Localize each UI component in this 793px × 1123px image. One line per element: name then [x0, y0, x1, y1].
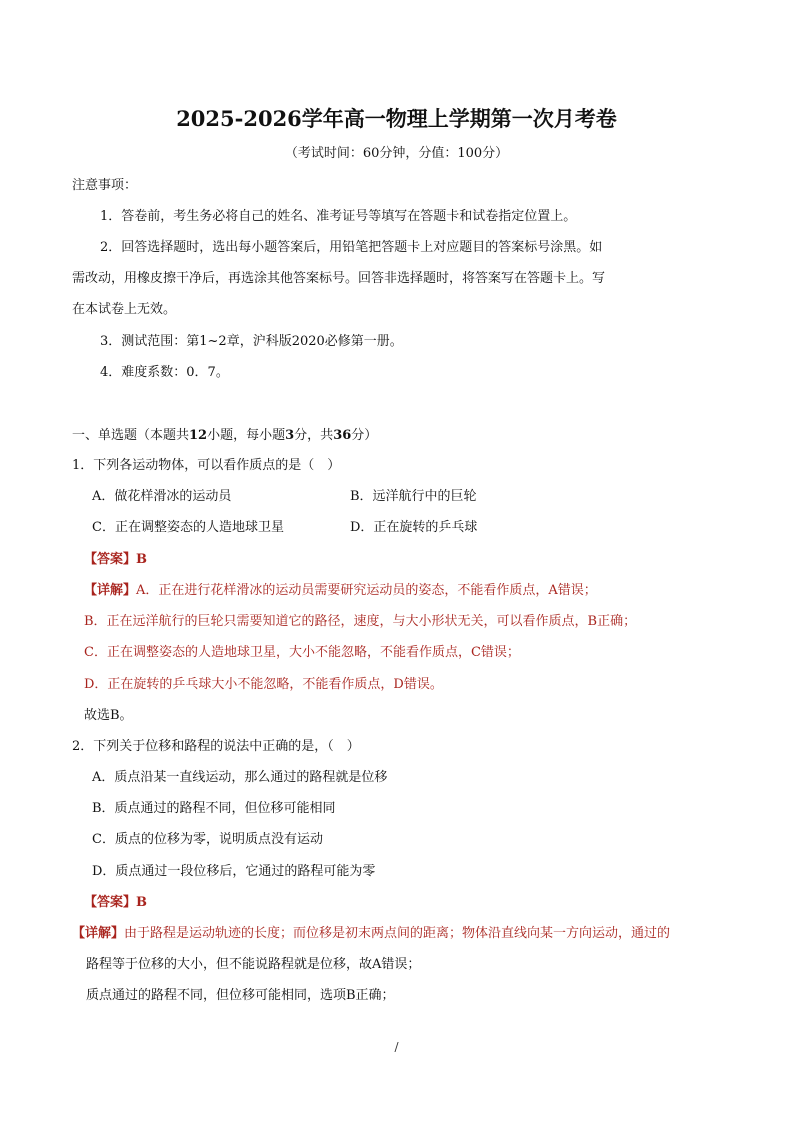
q1-option-c: C．正在调整姿态的人造地球卫星: [92, 520, 284, 535]
section-suffix: 分）: [351, 428, 378, 443]
section-points-each: 3: [285, 428, 295, 443]
q2-detail-1: [72, 926, 670, 942]
q1-option-b: B．远洋航行中的巨轮: [350, 489, 477, 504]
notice-item-2-cont: 需改动，用橡皮擦干净后，再选涂其他答案标号。回答非选择题时，将答案写在答题卡上。写: [72, 271, 606, 286]
q1-option-d: D．正在旋转的乒乓球: [350, 520, 478, 535]
section-mid-1: 小题，每小题: [207, 428, 286, 443]
q1-detail-tag: 【详解】: [84, 583, 137, 598]
exam-info: （考试时间：60分钟，分值：100分）: [284, 146, 509, 161]
notice-item-1: 1．答卷前，考生务必将自己的姓名、准考证号等填写在答题卡和试卷指定位置上。: [100, 209, 577, 224]
q2-option-c: C．质点的位移为零，说明质点没有运动: [92, 832, 323, 847]
q1-answer: 【答案】B: [84, 552, 147, 567]
section-heading: [72, 428, 377, 444]
q2-option-d: D．质点通过一段位移后，它通过的路程可能为零: [92, 864, 376, 879]
page-title: 2025-2026学年高一物理上学期第一次月考卷: [176, 106, 617, 131]
q1-detail-4: D．正在旋转的乒乓球大小不能忽略，不能看作质点，D错误。: [84, 677, 443, 692]
q1-option-a: A．做花样滑冰的运动员: [92, 489, 232, 504]
q2-detail-3: 质点通过的路程不同，但位移可能相同，选项B正确；: [86, 988, 395, 1003]
q1-detail-1: [84, 583, 597, 599]
q2-option-b: B．质点通过的路程不同，但位移可能相同: [92, 801, 336, 816]
q1-conclusion: 故选B。: [84, 708, 133, 723]
q1-detail-3: C．正在调整姿态的人造地球卫星，大小不能忽略，不能看作质点，C错误；: [84, 645, 520, 660]
q2-detail-2: 路程等于位移的大小，但不能说路程就是位移，故A错误；: [86, 957, 421, 972]
notice-item-2-end: 在本试卷上无效。: [72, 302, 177, 317]
notice-heading: 注意事项：: [72, 178, 138, 193]
q2-stem: 2．下列关于位移和路程的说法中正确的是，（ ）: [72, 739, 360, 754]
q1-detail-2: B．正在远洋航行的巨轮只需要知道它的路径，速度，与大小形状无关，可以看作质点，B正确；: [84, 614, 637, 629]
section-mid-2: 分，共: [294, 428, 334, 443]
q1-detail-text-1: A．正在进行花样滑冰的运动员需要研究运动员的姿态，不能看作质点，A错误；: [136, 583, 597, 598]
q2-detail-tag: 【详解】: [72, 926, 125, 941]
notice-item-2: 2．回答选择题时，选出每小题答案后，用铅笔把答题卡上对应题目的答案标号涂黑。如: [100, 240, 603, 255]
q2-answer: 【答案】B: [84, 895, 147, 910]
q2-option-a: A．质点沿某一直线运动，那么通过的路程就是位移: [92, 770, 388, 785]
notice-item-3: 3．测试范围：第1~2章，沪科版2020必修第一册。: [100, 334, 403, 349]
q1-stem: 1．下列各运动物体，可以看作质点的是（ ）: [72, 458, 341, 473]
section-question-count: 12: [189, 428, 208, 443]
notice-item-4: 4．难度系数：0．7。: [100, 365, 229, 380]
section-points-total: 36: [333, 428, 352, 443]
page-footer: /: [394, 1040, 399, 1054]
section-prefix: 一、单选题（本题共: [72, 428, 190, 443]
q2-detail-text-1: 由于路程是运动轨迹的长度；而位移是初末两点间的距离；物体沿直线向某一方向运动，通过的: [124, 926, 671, 941]
